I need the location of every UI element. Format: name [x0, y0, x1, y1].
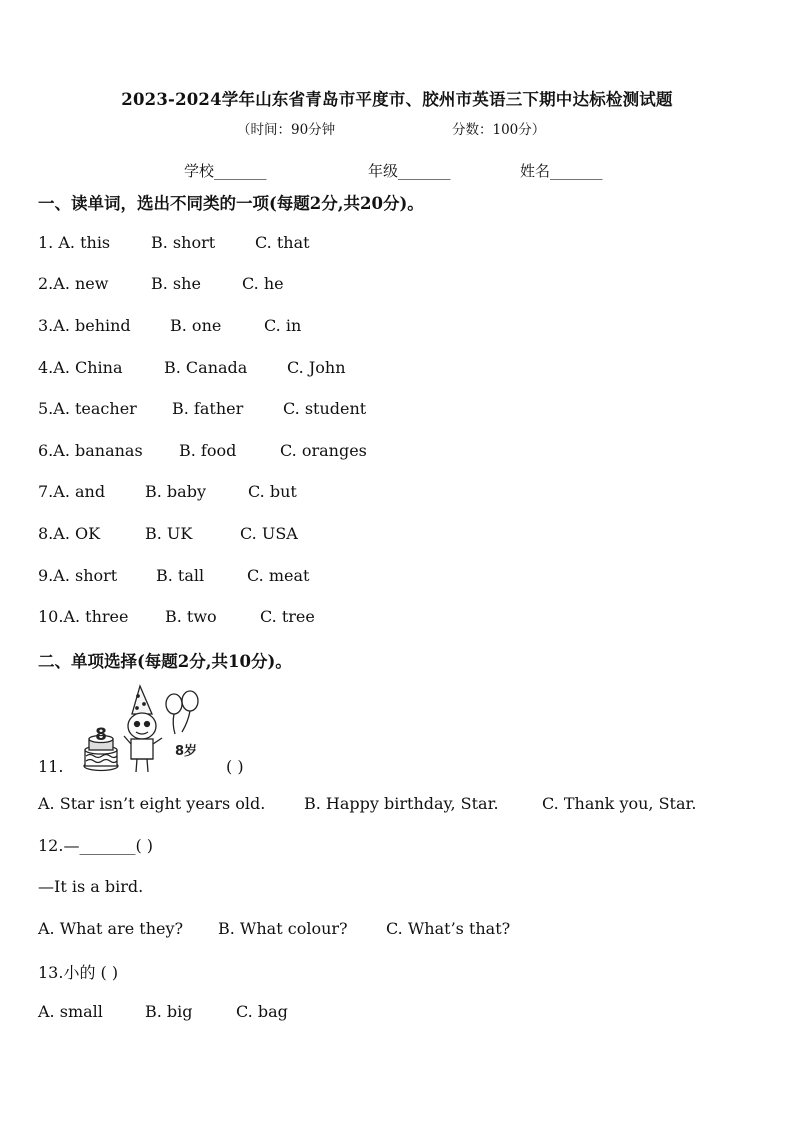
- exam-score: 分数：100分）: [452, 122, 546, 138]
- question-option-c: C. student: [283, 399, 367, 418]
- question-option-b: B. she: [151, 274, 201, 293]
- birthday-illustration: [82, 684, 212, 776]
- question-option-a: 3.A. behind: [38, 316, 131, 335]
- question-option-b: B. tall: [156, 566, 205, 585]
- question-option-c: C. that: [255, 233, 310, 252]
- question-option-b: B. big: [145, 1002, 193, 1021]
- section2-heading: 二、单项选择(每题2分,共10分)。: [38, 652, 292, 671]
- exam-time: （时间：90分钟: [237, 122, 336, 138]
- question-option-a: 9.A. short: [38, 566, 118, 585]
- question-option-b: B. short: [151, 233, 216, 252]
- question-option-c: C. What’s that?: [386, 919, 511, 938]
- question-option-a: A. small: [38, 1002, 103, 1021]
- question-option-a: 7.A. and: [38, 482, 106, 501]
- question-option-c: C. in: [264, 316, 302, 335]
- question-option-b: B. father: [172, 399, 244, 418]
- question-option-b: B. two: [165, 607, 217, 626]
- question-11-number: 11.: [38, 757, 64, 776]
- question-12-prompt: 12.—_______( ): [38, 836, 154, 855]
- question-option-c: C. he: [242, 274, 284, 293]
- exam-title: 2023-2024学年山东省青岛市平度市、胶州市英语三下期中达标检测试题: [121, 90, 673, 109]
- question-option-c: C. meat: [247, 566, 310, 585]
- question-option-c: C. Thank you, Star.: [542, 794, 697, 813]
- grade-field: 年级_______: [368, 162, 451, 180]
- question-option-b: B. Canada: [164, 358, 248, 377]
- question-option-a: 5.A. teacher: [38, 399, 137, 418]
- cartoon-boy-icon: [124, 686, 162, 772]
- name-field: 姓名_______: [520, 162, 603, 180]
- school-field: 学校_______: [184, 162, 267, 180]
- cake-number: 8: [95, 725, 107, 745]
- question-option-c: C. tree: [260, 607, 315, 626]
- question-option-b: B. UK: [145, 524, 193, 543]
- question-option-c: C. oranges: [280, 441, 367, 460]
- question-11-answer-blank: ( ): [226, 757, 244, 776]
- question-12-answer: —It is a bird.: [38, 877, 144, 896]
- question-option-a: 4.A. China: [38, 358, 123, 377]
- age-label: 8岁: [174, 744, 198, 759]
- question-option-b: B. baby: [145, 482, 206, 501]
- question-option-a: 6.A. bananas: [38, 441, 143, 460]
- question-option-b: B. one: [170, 316, 222, 335]
- question-option-a: 10.A. three: [38, 607, 129, 626]
- question-option-b: B. food: [179, 441, 237, 460]
- question-option-a: 2.A. new: [38, 274, 109, 293]
- question-option-c: C. but: [248, 482, 297, 501]
- birthday-image: [82, 684, 212, 776]
- question-option-a: A. Star isn’t eight years old.: [38, 794, 266, 813]
- balloons-icon: [166, 691, 198, 734]
- section1-heading: 一、读单词，选出不同类的一项(每题2分,共20分)。: [38, 194, 424, 213]
- question-option-a: 8.A. OK: [38, 524, 101, 543]
- question-option-a: 1. A. this: [38, 233, 111, 252]
- question-option-b: B. What colour?: [218, 919, 348, 938]
- question-option-b: B. Happy birthday, Star.: [304, 794, 499, 813]
- question-option-c: C. bag: [236, 1002, 288, 1021]
- question-option-c: C. USA: [240, 524, 298, 543]
- question-option-c: C. John: [287, 358, 346, 377]
- question-option-a: A. What are they?: [38, 919, 184, 938]
- question-13-prompt: 13.小的 ( ): [38, 963, 119, 982]
